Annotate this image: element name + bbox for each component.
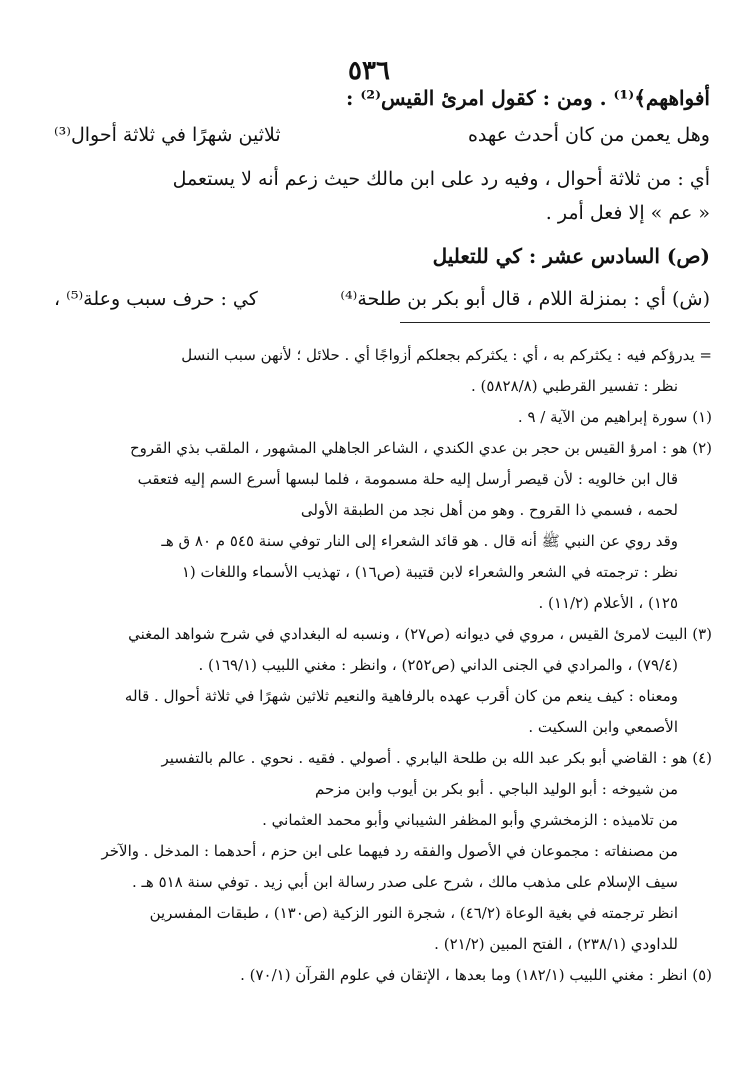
footnote-line: انظر ترجمته في بغية الوعاة (٤٦/٢) ، شجرة النور الزكية (ص١٣٠) ، طبقات المفسرين [149, 904, 678, 922]
footnote-separator [400, 322, 710, 323]
footnote-line: لحمه ، فسمي ذا القروح . وهو من أهل نجد من الطبقة الأولى [300, 501, 678, 519]
footnote-line: (١) سورة إبراهيم من الآية / ٩ . [517, 408, 712, 426]
footnote-line: = يدرؤكم فيه : يكثركم به ، أي : يكثركم بجعلكم أزواجًا أي . حلائل ؛ لأنهن سبب النسل [181, 346, 712, 364]
verse-first-hemistich: وهل يعمن من كان أحدث عهده [467, 124, 710, 146]
commentary-definition: كي : حرف سبب وعلة⁽⁵⁾ ، [54, 288, 258, 310]
verse-line [54, 124, 710, 146]
footnote-line: ١٢٥) ، الأعلام (١١/٢) . [538, 594, 678, 612]
footnote-line: للداودي (٢٣٨/١) ، الفتح المبين (٢١/٢) . [434, 935, 678, 953]
section-heading: (ص) السادس عشر : كي للتعليل [432, 244, 710, 268]
main-line-3: أي : من ثلاثة أحوال ، وفيه رد على ابن مالك حيث زعم أنه لا يستعمل [172, 168, 710, 190]
footnote-line: وقد روي عن النبي ﷺ أنه قال . هو قائد الشعراء إلى النار توفي سنة ٥٤٥ م ٨٠ ق هـ [161, 532, 678, 550]
page-number: ٥٣٦ [348, 56, 390, 86]
footnote-line: (٤) هو : القاضي أبو بكر عبد الله بن طلحة اليابري . أصولي . فقيه . نحوي . عالم بالتفسير [161, 749, 712, 767]
verse-second-hemistich: ثلاثين شهرًا في ثلاثة أحوال⁽³⁾ [54, 124, 281, 146]
footnote-line: (٣) البيت لامرئ القيس ، مروي في ديوانه (ص٢٧) ، ونسبه له البغدادي في شرح شواهد المغني [128, 625, 712, 643]
footnote-line: (٧٩/٤) ، والمرادي في الجنى الداني (ص٢٥٢) ، وانظر : مغني اللبيب (١٦٩/١) . [198, 656, 678, 674]
footnote-line: نظر : ترجمته في الشعر والشعراء لابن قتيبة (ص١٦) ، تهذيب الأسماء واللغات (١ [181, 563, 678, 581]
footnote-line: من تلاميذه : الزمخشري وأبو المظفر الشيباني وأبو محمد العثماني . [262, 811, 678, 829]
main-line-6 [54, 288, 710, 310]
footnote-line: (٥) انظر : مغني اللبيب (١٨٢/١) وما بعدها ، الإتقان في علوم القرآن (٧٠/١) . [240, 966, 712, 984]
footnote-line: من شيوخه : أبو الوليد الباجي . أبو بكر بن أيوب وابن مزحم [314, 780, 678, 798]
footnote-line: من مصنفاته : مجموعان في الأصول والفقه رد فيهما على ابن حزم ، أحدهما : المدخل . والآخر [101, 842, 678, 860]
commentary-text: (ش) أي : بمنزلة اللام ، قال أبو بكر بن طلحة⁽⁴⁾ [340, 288, 710, 310]
footnote-line: ومعناه : كيف ينعم من كان أقرب عهده بالرفاهية والنعيم ثلاثين شهرًا في ثلاثة أحوال . قاله [124, 687, 678, 705]
footnote-line: نظر : تفسير القرطبي (٥٨٢٨/٨) . [471, 377, 678, 395]
main-line-4: « عم » إلا فعل أمر . [545, 202, 710, 224]
footnote-line: الأصمعي وابن السكيت . [528, 718, 678, 736]
footnote-line: قال ابن خالويه : لأن قيصر أرسل إليه حلة مسمومة ، فلما لبسها أسرع السم إليه فتعقب [137, 470, 678, 488]
main-line-1: أفواههم﴾⁽¹⁾ . ومن : كقول امرئ القيس⁽²⁾ : [345, 86, 710, 110]
footnote-line: سيف الإسلام على مذهب مالك ، شرح على صدر رسالة ابن أبي زيد . توفي سنة ٥١٨ هـ . [131, 873, 678, 891]
footnote-line: (٢) هو : امرؤ القيس بن حجر بن عدي الكندي ، الشاعر الجاهلي المشهور ، الملقب بذي القروح [129, 439, 712, 457]
footnotes [52, 340, 712, 991]
